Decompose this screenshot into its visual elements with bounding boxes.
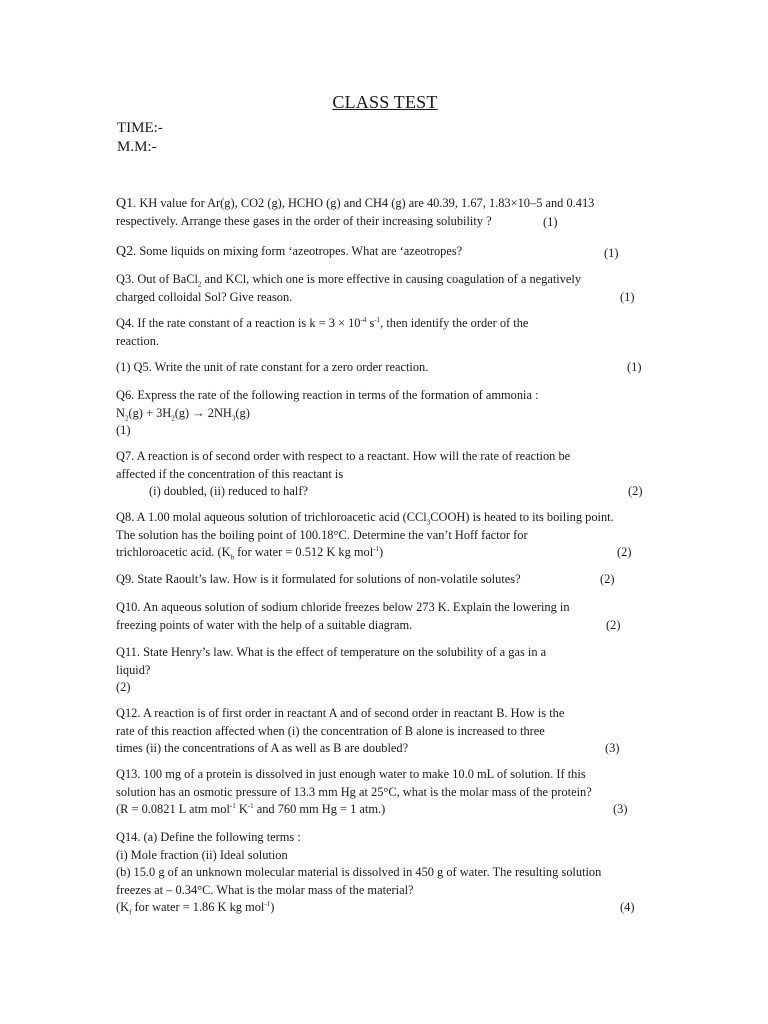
marks-q9: (2)	[600, 572, 615, 586]
marks-q3: (1)	[620, 290, 635, 304]
marks-q11: (2)	[116, 680, 131, 694]
marks-q14: (4)	[620, 900, 635, 914]
marks-q7: (2)	[628, 484, 643, 498]
marks-q10: (2)	[606, 618, 621, 632]
question-13: Q13. 100 mg of a protein is dissolved in just enough water to make 10.0 mL of solution. If this solution has an osmotic pressure of 13.3 mm Hg at 25°C, what is the molar mass of the protein? (R = 0.0821 L atm mol$^{-1}$ $K^{-1}$ and 760 mm Hg = 1 atm.)	[116, 767, 592, 816]
question-7: Q7. A reaction is of second order with respect to a reactant. How will the rate of reaction be affected if the concentration of this reactant is (i) doubled, (ii) reduced to half?	[116, 449, 571, 498]
question-14: Q14. (a) Define the following terms : (i) Mole fraction (ii) Ideal solution (b) 15.0 g of an unknown molecular material is dissolved in 450 g of water. The resulting solution freezes at – 0.34°C. What is the molar mass of the material? ($K_f$ for water = 1.86 K kg mol$^{-1}$)	[116, 830, 602, 917]
marks-q8: (2)	[617, 545, 632, 559]
question-number: Q2	[116, 244, 134, 259]
marks-q12: (3)	[605, 741, 620, 755]
question-3: Q3. Out of BaCl$_2$ and KCl, which one is more effective in causing coagulation of a negatively charged colloidal Sol? Give reason.	[116, 272, 582, 304]
question-1: Q1. KH value for Ar(g), CO2 (g), HCHO (g) and CH4 (g) are 40.39, 1.67, 1.83×10–5 and 0.413 respectively. Arrange these gases in the order of their increasing solubility ?	[116, 196, 595, 228]
question-2: Q2. Some liquids on mixing form ‘azeotropes. What are ‘azeotropes?	[116, 244, 463, 259]
question-10: Q10. An aqueous solution of sodium chloride freezes below 273 K. Explain the lowering in freezing points of water with the help of a suitable diagram.	[116, 600, 570, 632]
max-marks-label: M.M:-	[117, 139, 157, 155]
question-number: Q1	[116, 196, 134, 211]
marks-q2: (1)	[604, 246, 619, 260]
question-8: Q8. A 1.00 molal aqueous solution of trichloroacetic acid (CCl$_3$COOH) is heated to its boiling point. The solution has the boiling point of 100.18°C. Determine the van’t Hoff factor for trichloroacetic acid. ($K_b$ for water = 0.512 K kg mol$^{-1}$)	[116, 510, 614, 562]
question-12: Q12. A reaction is of first order in reactant A and of second order in reactant B. How is the rate of this reaction affected when (i) the concentration of B alone is increased to three times (ii) the concentrations of A as well as B are doubled?	[116, 706, 565, 755]
page-title: CLASS TEST	[332, 92, 438, 112]
question-4: Q4. If the rate constant of a reaction is $k = 3 \times 10^{-4}$ $s^{-1}$, then identify the order of the reaction.	[116, 315, 529, 348]
marks-q6: (1)	[116, 423, 131, 437]
marks-q1: (1)	[543, 215, 558, 229]
question-9: Q9. State Raoult’s law. How is it formulated for solutions of non-volatile solutes?	[116, 572, 521, 586]
question-6: Q6. Express the rate of the following reaction in terms of the formation of ammonia : $N_2(g) + 3H_2(g) \to 2NH_3(g)$ (1)	[116, 387, 648, 440]
question-11: Q11. State Henry’s law. What is the effect of temperature on the solubility of a gas in a liquid? (2)	[116, 644, 648, 697]
marks-q5: (1)	[627, 360, 642, 374]
marks-q13: (3)	[613, 802, 628, 816]
time-label: TIME:-	[117, 120, 163, 136]
question-5: (1) Q5. Write the unit of rate constant for a zero order reaction.	[116, 360, 429, 374]
